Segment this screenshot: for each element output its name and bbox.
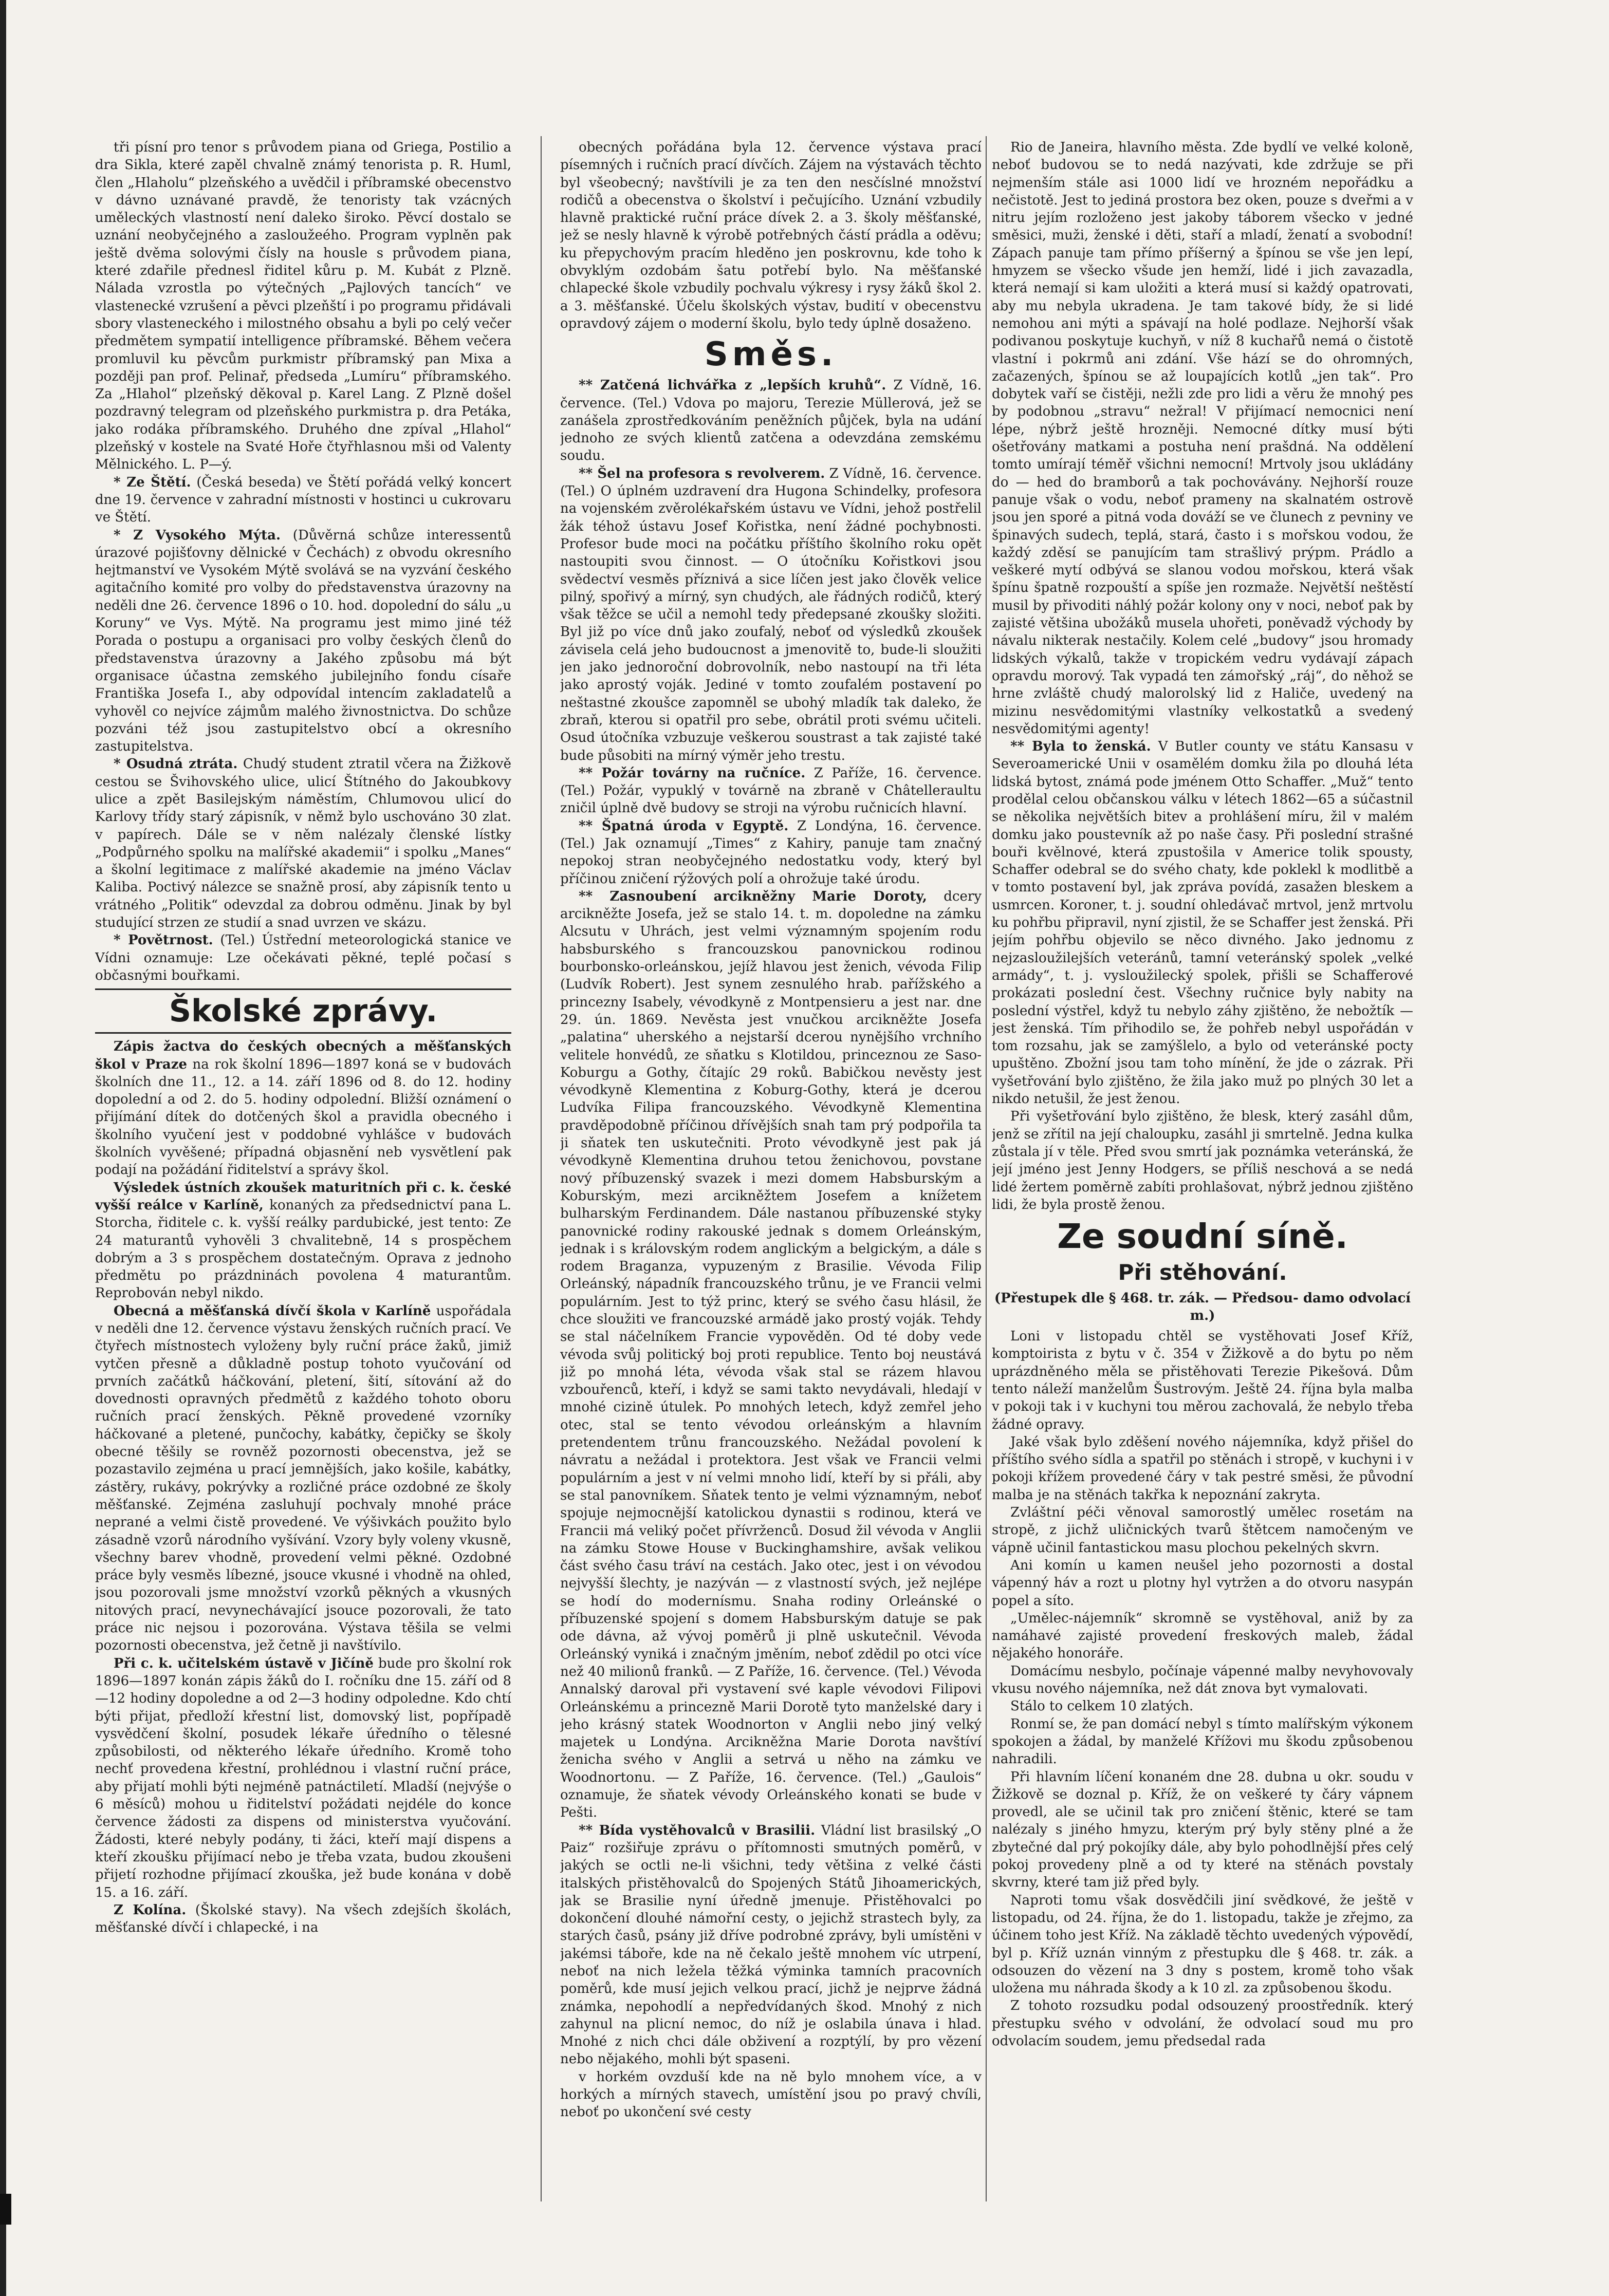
news-item-text: uspořádala v neděli dne 12. července výstavu ženských ručních prací. Ve čtyřech místnostech vyloženy byly ruční práce žaků, jimiž vytčen přesně a důkladně postup tohoto vyučování od prvních začátků háčkování, pletení, šití, sítování až do dovednosti opravných předmětů z každého tohoto oboru ručních prací ženských. Pěkně provedené vzorníky háčkované a pletené, punčochy, kabátky, čepičky se školy obecné těšily se rovněž pozornosti obecenstva, jež se pozastavilo zejména u prací jemnějších, jako košile, kabátky, zástěry, rukávy, pokrývky a rozličné práce ozdobné ze školy měšťanské. Zejména zasluhují pochvaly mnohé práce neprané a velmi čistě provedené. Ve výšivkách použito bylo zásadně vzorů národního vyšívání. Vzory byly voleny vkusně, všechny barev vhodně, provedení velmi pěkné. Ozdobné práce byly vesměs líbezné, jsouce vkusné i vhodně na ohled, jsou pozorovali jsme množství vzorků pěkných a vkusných nitových prací, nevynechávající jsouce pozorovali, že tato práce nic nejsou i pozorována. Výstava těšila se velmi pozornosti obecenstva, jež četně ji navštívilo.: [95, 1303, 511, 1654]
article-paragraph: obecných pořádána byla 12. července výstava prací písemných i ručních prací dívčích. Zájem na výstavách těchto byl všeobecný; navštívili je za ten den nesčíslné množství rodičů a obecenstva o školství i pečujícího. Uznání vzbudily hlavně praktické ruční práce dívek 2. a 3. školy měšťanské, jež se nesly hlavně k výrobě potřebných částí prádla a oděvu; ku přepychovým pracím hleděno jen poskrovnu, kde toho k obvyklým ozdobám šatu potřebí bylo. Na měšťanské chlapecké škole vzbudily pochvalu výkresy i rysy žáků škol 2. a 3. měšťanské. Účelu školských výstav, budití v obecenstvu opravdový zájem o moderní školu, bylo tedy úplně dosaženo.: [560, 140, 982, 331]
news-item: [95, 755, 511, 931]
news-item-text: Z Vídně, 16. července. (Tel.) O úplném uzdravení dra Hugona Schindelky, profesora na vojenském zvěrolékařském ústavu ve Vídni, jehož postřelil žák téhož ústavu Josef Kořistka, není žádné pochybnosti. Profesor bude moci na počátku příštího školního roku opět nastoupiti svou činnost. — O útočníku Kořistkovi jsou svědectví vesměs příznivá a sice líčen jest jako člověk velice pilný, spořivý a mírný, syn chudých, ale řádných rodičů, který však těžce se učil a nemohl tedy předepsané zkoušky složiti. Byl již po více dnů jako zoufalý, neboť od výsledků zkoušek závisela celá jeho budoucnost a jmenovitě to, bude-li sloužiti jen jako jednoroční dobrovolník, nebo nastoupí na tři léta jako aprostý voják. Jediné v tomto zoufalém postavení po neštastné zkoušce zapomněl se ubohý mladík tak daleko, že zbraň, kterou si opatřil pro sebe, obrátil proti svému učiteli. Osud útočníka vzbuzuje veškerou soustrast a tak zajisté také bude působiti na mírný výměr jeho trestu.: [560, 465, 982, 763]
section-heading: Směs.: [704, 335, 838, 374]
article-paragraph: Při hlavním líčení konaném dne 28. dubna u okr. soudu v Žižkově se doznal p. Kříž, že on veškeré ty čáry vápnem provedl, ale se učinil tak pro zničení štěnic, které se tam nalézaly s jiného hmyzu, kterým prý byly stěny plné a že zbytečné dal prý pokojíky dále, aby bylo pohodlnější přes celý pokoj provedeny plně a od ty které na stěnách povstaly skvrny, které tam již před byly.: [992, 1769, 1413, 1891]
news-item: [560, 465, 982, 764]
news-item: [95, 1038, 511, 1179]
article-paragraph: tři písní pro tenor s průvodem piana od Griega, Postilio a dra Sikla, které zapěl chvalně známý tenorista p. R. Huml, člen „Hlaholu“ plzeňského a uvědčil i příbramské obecenstvo v dávno uznávané pravdě, že tenoristy tak vzácných uměleckých vlastností není daleko široko. Pěvcí dostalo se uznání neobyčejného a zasloužeého. Program vyplněn pak ještě dvěma solovými čísly na housle s průvodem piana, které zdařile přednesl řiditel kůru p. M. Kubát z Plzně. Nálada vzrostla po výtečných „Pajlových tancích“ ve vlastenecké vzrušení a pěvci plzeňští i po programu přidávali sbory vlasteneckého i milostného obsahu a byli po celý večer předmětem sympatií intelligence příbramské. Během večera promluvil ku pěvcům purkmistr příbramský pan Mixa a později pan prof. Pelinař, předseda „Lumíru“ příbramského. Za „Hlahol“ plzeňský děkoval p. Karel Lang. Z Plzně došel pozdravný telegram od plzeňského purkmistra p. dra Petáka, jako rodáka příbramského. Druhého dne zpíval „Hlahol“ plzeňský v kostele na Svaté Hoře čtyřhlasnou mši od Valenty Mělnického. L. P—ý.: [95, 140, 511, 473]
article-paragraph: Rio de Janeira, hlavního města. Zde bydlí ve velké koloně, neboť budovou se to nedá nazývati, kde zdržuje se při nejmenším stále asi 1000 lidí ve hrozném nepořádku a nečistotě. Jest to jediná prostora bez oken, pouze s dveřmi a v nitru jejím rozloženo jest jakoby táborem všecko v jedné směsici, muži, ženské i děti, staří a mladí, ženatí a svobodní! Zápach panuje tam přímo příšerný a špínou se vše jen lepí, hmyzem se všecko všude jen hemží, lidé i jich zavazadla, která nemají si kam uložiti a která musí si každý opatrovati, aby mu nebyla ukradena. Je tam takové bídy, že si lidé nemohou ani mýti a spávají na holé podlaze. Nejhorší však podivanou poskytuje kuchyň, v níž 8 kuchařů nemá o čistotě vlastní i pokrmů ani zdání. Vše hází se do ohromných, začazených, špínou se až loupajících kotlů „jen tak“. Pro dobytek vaří se čistěji, nežli zde pro lidi a věru že mnohý pes by podobnou „stravu“ nežral! V přijímací nemocnici není lépe, nýbrž ještě hrozněji. Nemocné dítky musí býti ošetřovány matkami a postuha není prašdná. Na oddělení tomto umírají téměř všichni nemocní! Mrtvoly jsou ukládány do — hed do bramborů a tak pochovávány. Nejhorší rouze panuje však o vodu, neboť prameny na skalnatém ostrově jsou jen sporé a pitná voda dováží se ve člunech z pevniny ve špinavých sudech, teplá, stará, často i s mořskou vodou, že každý zděsí se panujícím tam strašlivý prýpm. Prádlo a veškeré mytí odbývá se slanou vodou mořskou, která však špínu špatně rozpouští a spíše jen rozmaže. Největší neštěstí musil by přivoditi náhlý požár kolony ony v noci, neboť pak by zajisté většina ubožáků musela uhořeti, poněvadž východy by návalu nikterak nestačily. Kolem celé „budovy“ jsou hromady lidských výkalů, takže v tropickém vedru vydávají zápach opravdu morový. Tak vypadá ten zámořský „ráj“, do něhož se hrne zvláště chudý malorolský lid z Haliče, uvedený na mizinu nesvědomitými vlastníky velkostatků a svedený nesvědomitými agenty!: [992, 140, 1413, 737]
section-heading: Ze soudní síně.: [1057, 1217, 1348, 1257]
news-item-title: ** Byla to ženská.: [1010, 739, 1151, 755]
article-paragraph: Zvláštní péči věnoval samorostlý umělec rosetám na stropě, z jichž uličnických tvarů štětcem namočeným ve vápně učinil fantastickou masu plochou pekelných skvrn.: [992, 1505, 1413, 1556]
article-paragraph: Stálo to celkem 10 zlatých.: [1010, 1698, 1194, 1714]
news-item: [560, 1822, 982, 2068]
news-item-text: (Česká beseda) ve Štětí pořádá velký koncert dne 19. července v zahradní místnosti v hostinci u cukrovaru ve Štětí.: [95, 474, 511, 526]
news-item-title: * Z Vysokého Mýta.: [114, 527, 281, 543]
news-item-text: konaných za předsednictví pana L. Storcha, řiditele c. k. vyšší reálky pardubické, jest tento: Ze 24 maturantů vyhověli 3 chvalitebně, 14 s prospěchem dobrým a 3 s prospěchem dostatečným. Oprava z jednoho předmětu po prázdninách povolena 4 maturantům. Reprobován nebyl nikdo.: [95, 1197, 511, 1301]
news-item: [95, 1901, 511, 1937]
article-paragraph: Jaké však bylo zděšení nového nájemníka, když přišel do příštího svého sídla a spatřil po stěnách i stropě, v kuchyni i v pokoji křížem provedené čáry v tak pestré směsi, že původní malba je na stěnách takřka k nepoznání zakryta.: [992, 1434, 1413, 1503]
news-item-title: Z Kolína.: [114, 1902, 187, 1918]
news-item: [992, 738, 1413, 1108]
news-item-title: Obecná a měšťanská dívčí škola v Karlíně: [114, 1303, 431, 1319]
article-subheading: (Přestupek dle § 468. tr. zák. — Předsou- damo odvolací m.): [994, 1291, 1411, 1324]
news-item-title: * Ze Štětí.: [114, 474, 191, 490]
news-item-text: Z Paříže, 16. července. (Tel.) Požár, vypuklý v továrně na zbraně v Châtelleraultu zničil úplně dvě budovy se stroji na výrobu ručnicích hlavní.: [560, 765, 982, 816]
column-middle: [560, 139, 982, 2204]
article-paragraph: Naproti tomu však dosvědčili jiní svědkové, že ještě v listopadu, od 24. října, že do 1. listopadu, takže je zřejmo, za účinem toho jest Kříž. Na základě těchto uvedených výpovědí, byl p. Kříž uznán vinným z přestupku dle § 468. tr. zák. a odsouzen do vězení na 3 dny s postem, kromě toho však uložena mu náhrada škody a k 10 zl. za způsobenou škodu.: [992, 1892, 1413, 1996]
news-item-text: Z Londýna, 16. července. (Tel.) Jak oznamují „Times“ z Kahiry, panuje tam značný nepokoj stran neobyčejného nedostatku vody, který byl příčinou zničení rýžových polí a ohrožuje také úrodu.: [560, 818, 982, 887]
news-item: [95, 1655, 511, 1901]
news-item-title: ** Bída vystěhovalců v Brasilii.: [579, 1822, 816, 1838]
scan-edge: [0, 0, 6, 2296]
news-item: [95, 931, 511, 984]
section-heading: Školské zprávy.: [95, 988, 511, 1034]
article-paragraph: Loni v listopadu chtěl se vystěhovati Josef Kříž, komptoirista z bytu v č. 354 v Žižkově a do bytu po něm uprázdněného měla se přistěhovati Terezie Pikešová. Dům tento náleží manželům Šustrovým. Ještě 24. října byla malba v pokoji tak i v kuchyni tou měrou zachovalá, že nebylo třeba žádné opravy.: [992, 1329, 1413, 1432]
news-item-text: na rok školní 1896—1897 koná se v budovách školních dne 11., 12. a 14. září 1896 od 8. do 12. hodiny dopolední a od 2. do 5. hodiny odpolední. Bližší oznámení o přijímání dítek do dotčených škol a pravidla obecného i školního vyučení jest v poddobné vyhlášce v budovách školních vyvěšené; případná objasnění neb vysvětlení pak podají na požádání řiditelství a správy škol.: [95, 1056, 511, 1178]
article-paragraph: Domácímu nesbylo, počínaje vápenné malby nevyhovovaly vkusu nového nájemníka, než dát znova byt vymalovati.: [992, 1663, 1413, 1697]
news-item: [95, 474, 511, 527]
column-right: [992, 139, 1413, 2204]
news-item: [95, 1302, 511, 1655]
news-item-text: Chudý student ztratil včera na Žižkově cestou se Švihovského ulice, ulicí Štítného do Jakoubkovy ulice a zpět Basilejským náměstím, Chlumovou ulicí do Karlovy třídy starý zápisník, v němž bylo uschováno 30 zlat. v papírech. Dále se v něm nalézaly členské lístky „Podpůrného spolku na malířské akademii“ i spolku „Manes“ a školní legitimace z malířské akademie na jméno Václav Kaliba. Poctivý nálezce se snažně prosí, aby zápisník tento u vrátného „Politik“ odevzdal za dobrou odměnu. Jinak by byl studující strzen ze studií a snad uvrzen ve skázu.: [95, 756, 511, 931]
scan-mark: [0, 2194, 11, 2225]
news-item-title: ** Špatná úroda v Egyptě.: [579, 818, 789, 834]
news-item-text: (Důvěrná schůze interessentů úrazové pojišťovny dělnické v Čechách) z obvodu okresního hejtmanství ve Vysokém Mýtě svolává se na vyzvání českého agitačního komité pro volby do představenstva úrazovny na neděli dne 26. července 1896 o 10. hod. dopolední do sálu „u Koruny“ ve Vys. Mýtě. Na programu jest mimo jiné též Porada o postupu a organisaci pro volby českých členů do představenstva úrazovny a Jakého způsobu má být organisace účastna zemského jubilejního fondu císaře Františka Josefa I., aby odpovídal intencím zakladatelů a vyhověl co nejvíce zájmům malého živnostnictva. Do schůze pozváni též jsou zastupitelstvo obcí a okresního zastupitelstva.: [95, 527, 511, 755]
news-item-title: ** Požár továrny na ručníce.: [579, 765, 806, 781]
news-item: [560, 888, 982, 1822]
news-item-text: Z Vídně, 16. července. (Tel.) Vdova po majoru, Terezie Müllerová, jež se zanášela zprostředkováním peněžních půjček, byla na udání jednoho ze svých klientů zatčena a odevzdána zemskému soudu.: [560, 378, 982, 464]
news-item-title: ** Šel na profesora s revolverem.: [579, 465, 825, 481]
news-item-title: ** Zasnoubení arcikněžny Marie Doroty,: [579, 888, 927, 904]
news-item: [560, 764, 982, 817]
news-item-text: V Butler county ve státu Kansasu v Severoamerické Unii v osamělém domku žila po dlouhá léta lidská bytost, známá pode jménem Otto Schaffer. „Muž“ tento prodělal celou občanskou válku v létech 1862—65 a súčastnil se několika největších bitev a prohlášení míru, žil v malém domku jako poustevník až po naše časy. Při poslední strašné bouři kvělnové, která zpustošila v Americe tolik spousty, Schaffer odebral se do svého chaty, kde poklekl k modlitbě a v tomto postavení byl, jak zpráva povídá, zasažen bleskem a usmrcen. Koroner, t. j. soudní ohledávač mrtvol, jenž mrtvolu ku pohřbu připravil, nyní zjistil, že se Schaffer jest ženská. Při jejím pohřbu objevilo se něco divného. Jako jednomu z nejzasloužilejších veteránů, tamní veteránský spolek „velké armády“, t. j. vysloužilecký spolek, přišli se Schafferové prokázati poslední čest. Všechny ručnice byly nabity na poslední výstřel, když tu nebylo záhy zjištěno, že nebožtík — jest ženská. Tím přihodilo se, že pohřeb nebyl uspořádán v tom rozsahu, jak se zamýšlelo, a bylo od veteránské pocty upuštěno. Zbožní jsou tam toho mínění, že jde o zázrak. Při vyšetřování bylo zjištěno, že žila jako muž po plných 30 let a nikdo netušil, že jest ženou.: [992, 739, 1413, 1107]
news-item-text: bude pro školní rok 1896—1897 konán zápis žáků do I. ročníku dne 15. září od 8—12 hodiny dopoledne a od 2—3 hodiny odpoledne. Kdo chtí býti přijat, předloží křestní list, domovský list, popřípadě vysvědčení školní, posudek lékaře úředního o tělesné způsobilosti, od některého lékaře úředního. Kromě toho nechť provedena křestní, prohlédnou i vlastní ruční práce, aby přijatí mohli býti nejméně patnáctiletí. Mladší (nejvýše o 6 měsíců) mohou u řiditelství požádati nejdéle do konce července žádosti za dispens od ministerstva vyučování. Žádosti, které nebyly podány, ti žáci, kteří mají dispens a kteří zkoušku přijímací nebo je třeba vzata, budou zkoušeni přijetí rozhodne přijímací zkouška, jež bude konána v době 15. a 16. září.: [95, 1655, 511, 1900]
article-paragraph: Ani komín u kamen neušel jeho pozornosti a dostal vápenný háv a rozt u plotny hyl vytržen a do otvoru nasypán popel a síto.: [992, 1557, 1413, 1609]
news-item-title: Při c. k. učitelském ústavě v Jičíně: [114, 1655, 374, 1671]
article-paragraph: Ronmí se, že pan domácí nebyl s tímto malířským výkonem spokojen a žádal, by manželé Křížovi mu škodu způsobenou nahradili.: [992, 1716, 1413, 1767]
article-paragraph: v horkém ovzduší kde na ně bylo mnohem více, a v horkých a mírných stavech, umístění jsou po pravý chvíli, neboť po ukončení své cesty: [560, 2069, 982, 2120]
article-paragraph: Při vyšetřování bylo zjištěno, že blesk, který zasáhl dům, jenž se zřítil na její chaloupku, zasáhl ji smrtelně. Jedna kulka zůstala jí v těle. Před svou smrtí jak poznámka veteránská, že její jméno jest Jenny Hodgers, se příliš neschová a se nedá lidé žertem poměrně zabíti prohlašovat, nýbrž jednou zjištěno lidi, že byla prostě ženou.: [992, 1109, 1413, 1212]
news-item-title: Zápis žactva do českých obecných a měšťanských škol v Praze: [95, 1039, 511, 1072]
article-paragraph: Z tohoto rozsudku podal odsouzený proostředník. který přestupku svého v odvolání, že odvolací soud mu pro odvolacím soudem, jemu předsedal rada: [992, 1998, 1413, 2049]
news-item-text: (Školské stavy). Na všech zdejších školách, měšťanské dívčí i chlapecké, i na: [95, 1902, 511, 1936]
article-heading: Při stěhování.: [1118, 1260, 1287, 1285]
column-rule: [986, 136, 987, 2201]
news-item-title: * Osudná ztráta.: [114, 756, 238, 772]
news-item-text: (Tel.) Ústřední meteorologická stanice ve Vídni oznamuje: Lze očekávati pěkné, teplé počasí s občasnými bouřkami.: [95, 932, 511, 983]
news-item: [560, 377, 982, 464]
news-item-title: * Povětrnost.: [114, 932, 213, 948]
article-paragraph: „Umělec-nájemník“ skromně se vystěhoval, aniž by za namáhavé zajisté provedení freskových maleb, žádal nějakého honoráře.: [992, 1610, 1413, 1662]
news-item-title: Výsledek ústních zkoušek maturitních při c. k. české vyšší reálce v Karlíně,: [95, 1180, 511, 1213]
news-item: [95, 527, 511, 756]
news-item: [95, 1179, 511, 1302]
news-item-title: ** Zatčená lichvářka z „lepších kruhů“.: [579, 378, 886, 394]
news-item-text: Vládní list brasilský „O Paiz“ rozšiřuje zprávu o přítomnosti smutných poměrů, v jakých se octli ne-li všichni, tedy většina z velké části italských přistěhovalců do Spojených Států Jihoamerických, jak se Brasilie nyní úředně jmenuje. Přistěhovalci po dokončení dlouhé námořní cesty, o jejichž strastech byly, za starých časů, psány již dříve podrobné zprávy, byli umístěni v jakémsi táboře, kde na ně čekalo ještě mnohem víc utrpení, neboť na nich ležela těžká výminka tamních pracovních poměrů, kde musí jejich velkou prací, jichž je nejprve žádná známka, nepohodlí a nepředvídaných škod. Mnohý z nich zahynul na plicní nemoc, do níž je oslabila únava i hlad. Mnohé z nich chci dále obživení a rozptýlí, by pro vězení nebo nějakého, mohli být spaseni.: [560, 1822, 982, 2067]
column-left: [95, 139, 511, 2204]
column-rule: [541, 136, 542, 2201]
news-item-text: dcery arcikněžte Josefa, jež se stalo 14. t. m. dopoledne na zámku Alcsutu v Uhrách, jest velmi významným spojením rodu habsburského s francouzskou panovnickou rodinou bourbonsko-orleánskou, jejíž hlavou jest ženich, vévoda Filip (Ludvík Robert). Jest synem zesnulého hrab. pařížského a princezny Isabely, vévodkyně z Montpensieru a jest nar. dne 29. ún. 1869. Nevěsta jest vnučkou arcikněžte Josefa „palatina“ uherského a nejstarší dcerou nynějšího vrchního velitele honvédů, ze sňatku s Klotildou, princeznou ze Saso-Koburgu a Gothy, čítajíc 29 roků. Babičkou nevěsty jest vévodkyně Klementina z Koburg-Gothy, která je dcerou Ludvíka Filipa francouzského. Vévodkyně Klementina pravděpodobně příčinou dřívějších snah tam prý podpořila ta ji sňatek ten uskutečniti. Proto vévodkyně jest pak já vévodkyně Klementina druhou tetou ženichovou, povstane nový příbuzenský svazek i mezi domem Habsburským a Koburským, mezi arcikněžtem Josefem a knížetem bulharským Ferdinandem. Dále nastanou příbuzenské styky panovnické rodiny rakouské jednak s domem Orleánským, jednak i s královským rodem anglickým a belgickým, a dále s rodem Braganza, vypuzeným z Brasilie. Vévoda Filip Orleánský, nápadník francouzského trůnu, je ve Francii velmi populárním. Jest to týž princ, který se svého času hlásil, že chce sloužiti ve francouzské armádě jako prostý voják. Tehdy se stal náčelníkem Francie vypověděn. Od té doby vede vévoda svůj politický boj proti republice. Tento boj neustává již po mnohá léta, vévoda však stal se rázem hlavou vzbouřenců, kteří, i když se sami takto nevydávali, hledají v mnohé cizině útulek. Po mnohých letech, když zemřel jeho otec, stal se tento vévodou orleánským a hlavním pretendentem trůnu francouzského. Nežádal povolení k návratu a nežádal i protektora. Jest však ve Francii velmi populárním a jest v ní velmi mnoho lidí, kteří by si přáli, aby se stal panovníkem. Sňatek tento je velmi významným, neboť spojuje nejmocnější katolickou dynastii s rodinou, která ve Francii má veliký počet přívrženců. Dosud žil vévoda v Anglii na zámku Stowe House v Buckinghamshire, avšak velikou část svého času tráví na cestách. Jako otec, jest i on vévodou nejvyšší šlechty, je nazýván — z vlastností svých, jež nejlépe se hodí do modernísmu. Snaha rodiny Orleánské o příbuzenské spojení s domem Habsburským datuje se pak ode dávna, až vývoj poměrů ji plně uskutečnil. Vévoda Orleánský vyniká i značným jměním, neboť zdědil po otci více než 40 milionů franků. — Z Paříže, 16. července. (Tel.) Vévoda Annalský daroval při vystavení své kaple vévodovi Filipovi Orleánskému a princezně Marii Dorotě tyto manželské dary i jeho krásný statek Woodnorton v Anglii nebo jiný velký majetek u Londýna. Arcikněžna Marie Dorota navštíví ženicha svého v Anglii a setrvá u něho na zámku ve Woodnortonu. — Z Paříže, 16. července. (Tel.) „Gaulois“ oznamuje, že sňatek vévody Orleánského konati se bude v Pešti.: [560, 888, 982, 1821]
news-item: [560, 817, 982, 888]
